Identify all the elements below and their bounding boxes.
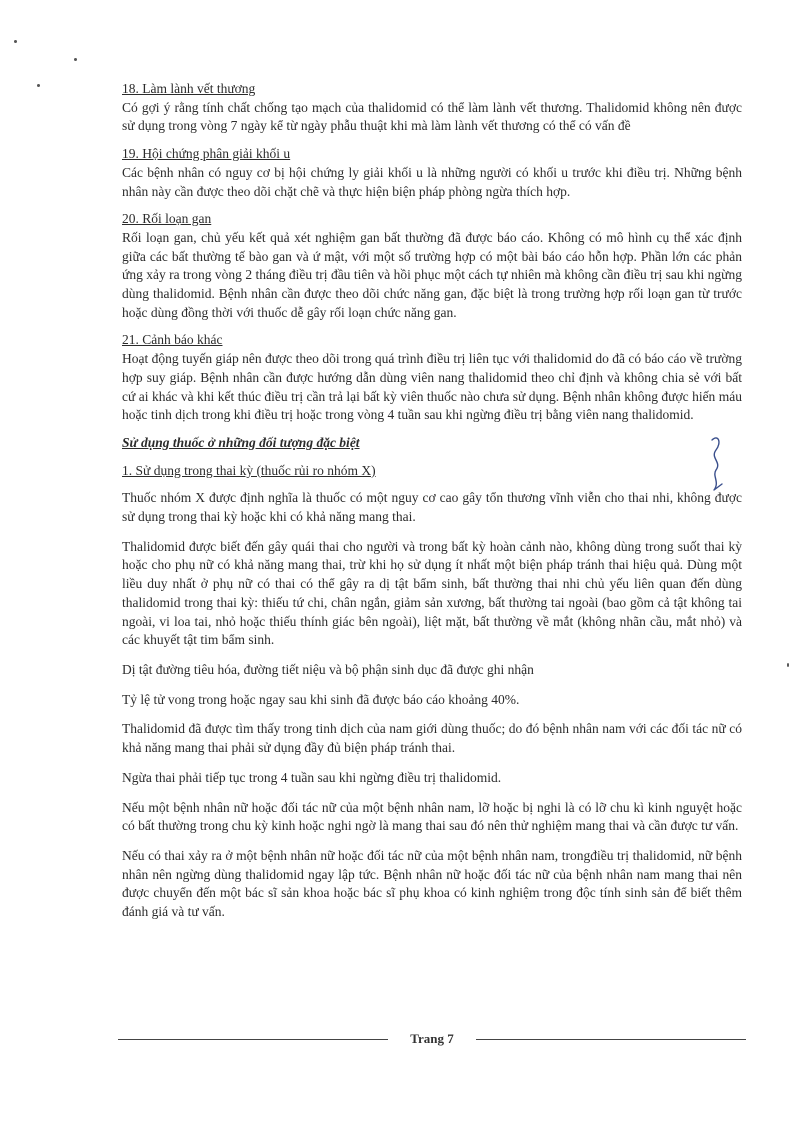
section-heading: 20. Rối loạn gan [122,211,212,227]
footer-rule-right [476,1039,746,1040]
section-20 [122,210,742,322]
pregnancy-paragraph: Nếu có thai xảy ra ở một bệnh nhân nữ hoặc đối tác nữ của một bệnh nhân nam, trongđiều trị thalidomid, nữ bệnh nhân nên ngừng dùng thalidomid ngay lập tức. Bệnh nhân nữ hoặc đối tác nữ của bệnh nhân nam mang thai nên được chuyển đến một bác sĩ sản khoa hoặc bác sĩ phụ khoa có kinh nghiệm trong độc tính sinh sản để biết thêm đánh giá và tư vấn. [122,847,742,920]
pregnancy-paragraph: Thalidomid đã được tìm thấy trong tinh dịch của nam giới dùng thuốc; do đó bệnh nhân nam với các đối tác nữ có khả năng mang thai phải sử dụng đầy đủ biện pháp tránh thai. [122,721,742,756]
section-paragraph: Có gợi ý rằng tính chất chống tạo mạch của thalidomid có thể làm lành vết thương. Thalidomid không nên được sử dụng trong vòng 7 ngày kể từ ngày phẫu thuật khi mà làm lành vết thương có thể có vấn đề [122,99,742,134]
pregnancy-paragraph: Thuốc nhóm X được định nghĩa là thuốc có một nguy cơ cao gây tổn thương vĩnh viễn cho thai nhi, không được sử dụng trong thai kỳ hoặc khi có khả năng mang thai. [122,490,742,525]
section-paragraph: Rối loạn gan, chủ yếu kết quả xét nghiệm gan bất thường đã được báo cáo. Không có mô hình cụ thể xác định giữa các bất thường tế bào gan và ứ mật, với một số trường hợp có một bài báo cáo hỗn hợp. Phần lớn các phản ứng xảy ra trong vòng 2 tháng điều trị đầu tiên và hồi phục một cách tự nhiên mà không cần điều trị sau khi ngừng dùng thalidomid. Bệnh nhân cần được theo dõi chức năng gan, đặc biệt là trong trường hợp rối loạn gan từ trước hoặc dùng đồng thời với thuốc dễ gây rối loạn chức năng gan. [122,229,742,320]
section-21 [122,331,742,425]
pregnancy-paragraph: Thalidomid được biết đến gây quái thai cho người và trong bất kỳ hoàn cảnh nào, không dùng trong suốt thai kỳ hoặc cho phụ nữ có khả năng mang thai, trừ khi họ sử dụng ít nhất một biện pháp tránh thai hiệu quả. Dùng một liều duy nhất ở phụ nữ có thai có thể gây ra dị tật bẩm sinh, bất thường thai nhi chủ yếu liên quan đến dùng thalidomid trong thai kỳ: thiếu tứ chi, chân ngắn, giảm sản xương, bất thường tai ngoài (bao gồm cả tật không tai ngoài, vi loa tai, nhỏ hoặc thiếu thính giác bên ngoài), liệt mặt, bất thường về mắt (không nhãn cầu, mắt nhỏ) và các khuyết tật tim bẩm sinh. [122,538,742,648]
page-number: Trang 7 [410,1031,454,1046]
section-paragraph: Hoạt động tuyến giáp nên được theo dõi trong quá trình điều trị liên tục với thalidomid do đã có báo cáo về trường hợp suy giáp. Bệnh nhân cần được hướng dẫn dùng viên nang thalidomid theo chỉ định và không chia sẻ với bất cứ ai khác và khi kết thúc điều trị cần trả lại bất kỳ viên thuốc nào chưa sử dụng. Bệnh nhân không được hiến máu hoặc tinh dịch trong khi điều trị hoặc trong vòng 4 tuần sau khi ngừng điều trị bằng viên nang thalidomid. [122,351,742,423]
pregnancy-paragraph: Nếu một bệnh nhân nữ hoặc đối tác nữ của một bệnh nhân nam, lỡ hoặc bị nghi là có lỡ chu kì kinh nguyệt hoặc có bất thường trong chu kỳ kinh hoặc nghi ngờ là mang thai sau đó nên thử nghiệm mang thai và cần được tư vấn. [122,799,742,834]
section-heading: 19. Hội chứng phân giải khối u [122,146,291,162]
handwritten-mark [702,432,730,496]
section-heading: 18. Làm lành vết thương [122,81,256,96]
document-body [122,80,742,933]
footer-rule-left [118,1039,388,1040]
scan-speck [14,40,17,43]
pregnancy-subheading: 1. Sử dụng trong thai kỳ (thuốc rủi ro nhóm X) [122,462,376,478]
section-heading: 21. Cảnh báo khác [122,332,223,348]
special-populations-title: Sử dụng thuốc ở những đối tượng đặc biệt [122,434,360,450]
page-footer [118,1029,746,1049]
scan-speck [787,663,789,667]
scan-speck [74,58,77,61]
pregnancy-paragraph: Tỷ lệ tử vong trong hoặc ngay sau khi sinh đã được báo cáo khoảng 40%. [122,691,520,707]
scan-speck [37,84,40,87]
section-paragraph: Các bệnh nhân có nguy cơ bị hội chứng ly giải khối u là những người có khối u trước khi điều trị. Những bệnh nhân này cần được theo dõi chặt chẽ và thực hiện biện pháp phòng ngừa thích hợp. [122,164,742,199]
section-19 [122,145,742,201]
pregnancy-paragraph: Ngừa thai phải tiếp tục trong 4 tuần sau khi ngừng điều trị thalidomid. [122,769,502,785]
pregnancy-paragraph: Dị tật đường tiêu hóa, đường tiết niệu và bộ phận sinh dục đã được ghi nhận [122,661,534,677]
section-18 [122,80,742,136]
